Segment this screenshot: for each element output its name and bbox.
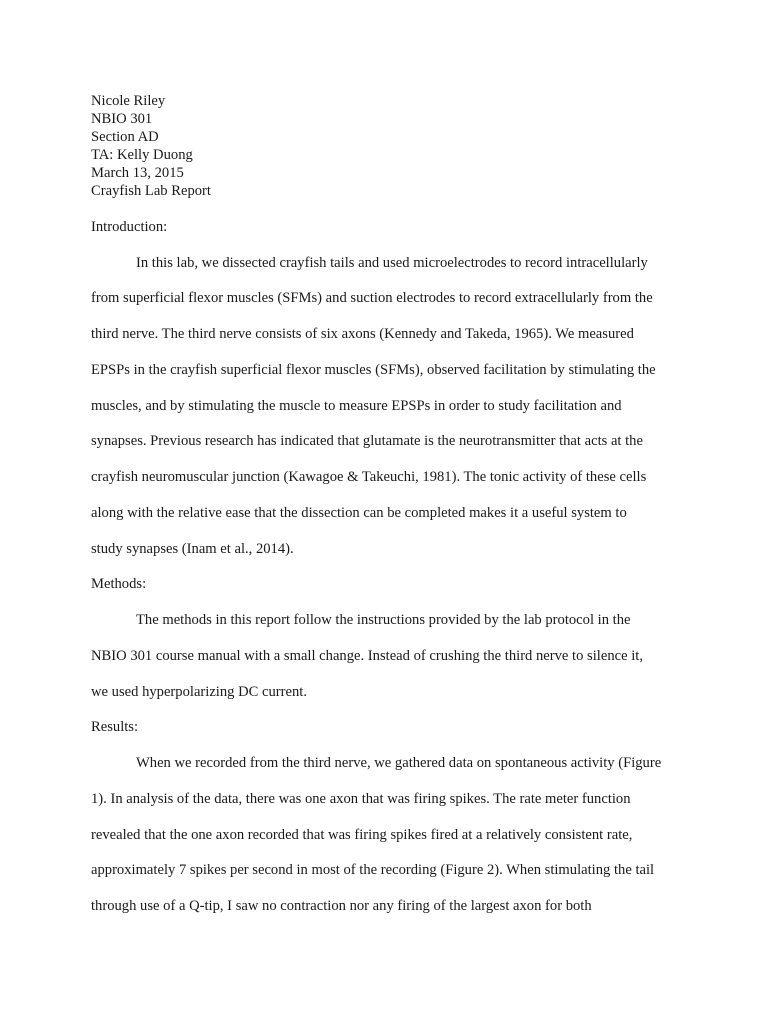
introduction-line: study synapses (Inam et al., 2014).: [91, 541, 294, 557]
introduction-line: synapses. Previous research has indicated that glutamate is the neurotransmitter that acts at the: [91, 433, 643, 449]
methods-line: The methods in this report follow the instructions provided by the lab protocol in the: [136, 612, 631, 628]
introduction-line: crayfish neuromuscular junction (Kawagoe & Takeuchi, 1981). The tonic activity of these cells: [91, 469, 647, 485]
introduction-line: EPSPs in the crayfish superficial flexor muscles (SFMs), observed facilitation by stimulating the: [91, 362, 656, 378]
methods-heading: Methods:: [91, 576, 147, 592]
document-header: [91, 92, 211, 200]
introduction-line: from superficial flexor muscles (SFMs) and suction electrodes to record extracellularly from the: [91, 290, 653, 306]
section: Section AD: [91, 129, 159, 145]
course-code: NBIO 301: [91, 111, 153, 127]
methods-line: NBIO 301 course manual with a small change. Instead of crushing the third nerve to silence it,: [91, 648, 643, 664]
introduction-line: In this lab, we dissected crayfish tails and used microelectrodes to record intracellularly: [136, 255, 648, 271]
introduction-line: muscles, and by stimulating the muscle to measure EPSPs in order to study facilitation and: [91, 398, 622, 414]
report-date: March 13, 2015: [91, 165, 184, 181]
results-line: approximately 7 spikes per second in most of the recording (Figure 2). When stimulating the tail: [91, 862, 655, 878]
report-title: Crayfish Lab Report: [91, 183, 211, 199]
introduction-line: third nerve. The third nerve consists of six axons (Kennedy and Takeda, 1965). We measured: [91, 326, 634, 342]
introduction-line: along with the relative ease that the dissection can be completed makes it a useful system to: [91, 505, 627, 521]
results-line: through use of a Q-tip, I saw no contraction nor any firing of the largest axon for both: [91, 898, 592, 914]
results-line: 1). In analysis of the data, there was one axon that was firing spikes. The rate meter function: [91, 791, 631, 807]
results-line: revealed that the one axon recorded that was firing spikes fired at a relatively consistent rate,: [91, 827, 633, 843]
methods-line: we used hyperpolarizing DC current.: [91, 684, 307, 700]
author-name: Nicole Riley: [91, 93, 166, 109]
results-heading: Results:: [91, 719, 139, 735]
introduction-heading: Introduction:: [91, 219, 168, 235]
results-line: When we recorded from the third nerve, we gathered data on spontaneous activity (Figure: [136, 755, 662, 771]
teaching-assistant: TA: Kelly Duong: [91, 147, 193, 163]
